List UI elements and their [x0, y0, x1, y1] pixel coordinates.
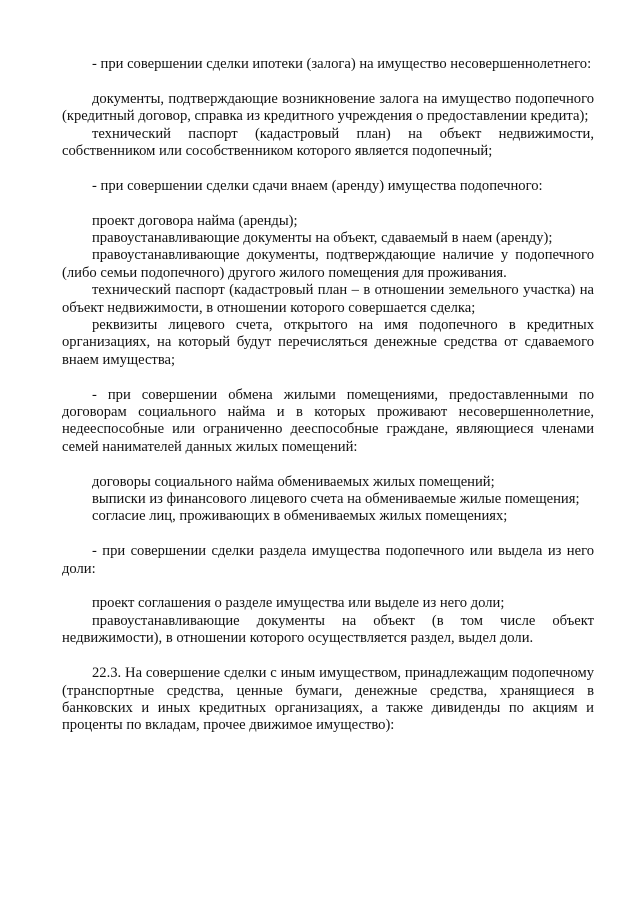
- paragraph-other-housing-docs: правоустанавливающие документы, подтверждающие наличие у подопечного (либо семьи подопечного) другого жилого помещения для проживания.: [62, 247, 594, 281]
- spacer: [62, 456, 594, 473]
- spacer: [62, 648, 594, 665]
- spacer: [62, 73, 594, 90]
- paragraph-technical-passport: технический паспорт (кадастровый план) на объект недвижимости, собственником или сособственником которого является подопечный;: [62, 125, 594, 160]
- spacer: [62, 160, 594, 177]
- paragraph-division-agreement: проект соглашения о разделе имущества или выделе из него доли;: [92, 595, 505, 612]
- paragraph-section-22-3: 22.3. На совершение сделки с иным имуществом, принадлежащим подопечному (транспортные средства, ценные бумаги, денежные средства, хранящиеся в банковских и иных кредитных организациях, а также дивиденды по акциям и проценты по вкладам, прочее движимое имущество):: [62, 665, 594, 734]
- spacer: [62, 526, 594, 543]
- paragraph-division-heading: - при совершении сделки раздела имущества подопечного или выдела из него доли:: [62, 543, 594, 577]
- paragraph-division-title-docs: правоустанавливающие документы на объект (в том числе объект недвижимости), в отношении которого осуществляется раздел, выдел доли.: [62, 612, 594, 647]
- paragraph-cadastral-plan: технический паспорт (кадастровый план – в отношении земельного участка) на объект недвижимости, в отношении которого совершается сделка;: [62, 282, 594, 316]
- paragraph-account-statements: выписки из финансового лицевого счета на обмениваемые жилые помещения;: [92, 491, 580, 508]
- spacer: [62, 578, 594, 595]
- spacer: [62, 195, 594, 212]
- paragraph-lease-draft: проект договора найма (аренды);: [92, 212, 298, 229]
- paragraph-exchange-heading: - при совершении обмена жилыми помещениями, предоставленными по договорам социального найма и в которых проживают несовершеннолетние, недееспособные или ограниченно дееспособные граждане, являющиеся членами семей нанимателей данных жилых помещений:: [62, 386, 594, 455]
- spacer: [62, 369, 594, 386]
- paragraph-bank-account: реквизиты лицевого счета, открытого на имя подопечного в кредитных организациях, на который будут перечисляться денежные средства от сдаваемого внаем имущества;: [62, 317, 594, 368]
- document-page: [62, 56, 594, 735]
- paragraph-residents-consent: согласие лиц, проживающих в обмениваемых жилых помещениях;: [92, 508, 508, 525]
- paragraph-pledge-documents: документы, подтверждающие возникновение залога на имущество подопечного (кредитный договор, справка из кредитного учреждения о предоставлении кредита);: [62, 90, 594, 125]
- paragraph-mortgage-heading: - при совершении сделки ипотеки (залога) на имущество несовершеннолетнего:: [92, 56, 592, 72]
- paragraph-social-rent-contracts: договоры социального найма обмениваемых жилых помещений;: [92, 473, 495, 490]
- paragraph-lease-heading: - при совершении сделки сдачи внаем (аренду) имущества подопечного:: [92, 177, 543, 194]
- paragraph-lease-title-docs: правоустанавливающие документы на объект, сдаваемый в наем (аренду);: [92, 230, 553, 247]
